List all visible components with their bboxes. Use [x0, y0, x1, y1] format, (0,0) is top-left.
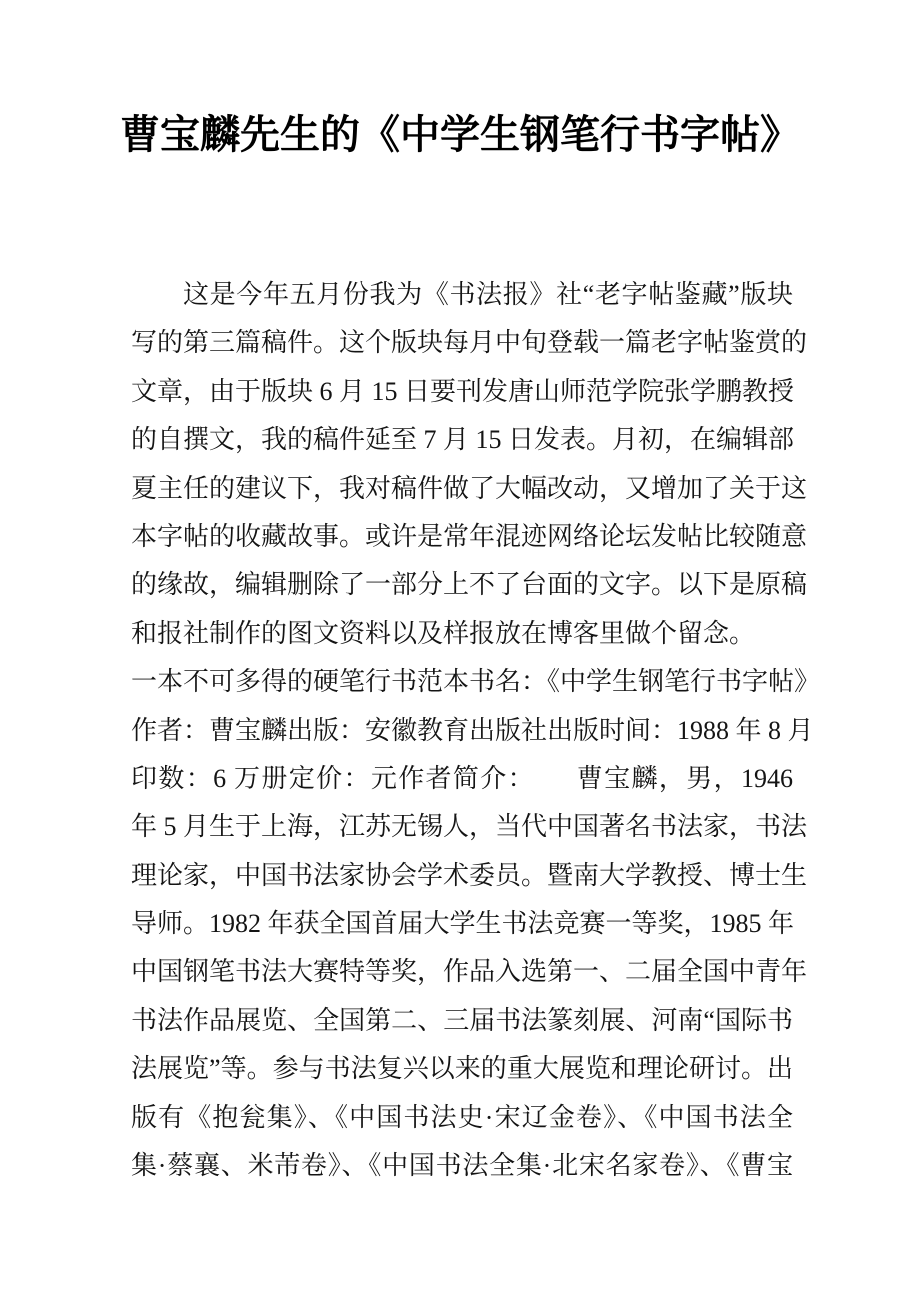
text-line: 本字帖的收藏故事。或许是常年混迹网络论坛发帖比较随意: [131, 521, 808, 551]
text-line: 理论家，中国书法家协会学术委员。暨南大学教授、博士生: [131, 860, 808, 890]
text-line: 年 5 月生于上海，江苏无锡人，当代中国著名书法家，书法: [131, 812, 808, 842]
text-line: 中国钢笔书法大赛特等奖，作品入选第一、二届全国中青年: [131, 957, 808, 987]
text-line: 的自撰文，我的稿件延至 7 月 15 日发表。月初，在编辑部: [131, 425, 795, 455]
text-line: 印数：6 万册定价：元作者简介： 曹宝麟，男，1946: [131, 763, 793, 793]
text-line: 写的第三篇稿件。这个版块每月中旬登载一篇老字帖鉴赏的: [131, 328, 808, 358]
text-line: 作者：曹宝麟出版：安徽教育出版社出版时间：1988 年 8 月: [131, 715, 814, 745]
text-line: 集·蔡襄、米芾卷》、《中国书法全集·北宋名家卷》、《曹宝: [131, 1151, 793, 1181]
document-body: [131, 271, 821, 1190]
text-line: 夏主任的建议下，我对稿件做了大幅改动，又增加了关于这: [131, 473, 808, 503]
text-line: 版有《抱瓮集》、《中国书法史·宋辽金卷》、《中国书法全: [131, 1102, 793, 1132]
text-line: 书法作品展览、全国第二、三届书法篆刻展、河南“国际书: [131, 1005, 793, 1035]
text-line: 一本不可多得的硬笔行书范本书名：《中学生钢笔行书字帖》: [131, 667, 821, 697]
document-title: 曹宝麟先生的《中学生钢笔行书字帖》: [120, 112, 800, 157]
text-line: 的缘故，编辑删除了一部分上不了台面的文字。以下是原稿: [131, 570, 808, 600]
text-line: 和报社制作的图文资料以及样报放在博客里做个留念。: [131, 618, 756, 648]
text-line: 导师。1982 年获全国首届大学生书法竞赛一等奖，1985 年: [131, 909, 795, 939]
text-line: 这是今年五月份我为《书法报》社“老字帖鉴藏”版块: [183, 280, 793, 309]
text-line: 文章，由于版块 6 月 15 日要刊发唐山师范学院张学鹏教授: [131, 376, 795, 406]
text-line: 法展览”等。参与书法复兴以来的重大展览和理论研讨。出: [131, 1054, 793, 1084]
